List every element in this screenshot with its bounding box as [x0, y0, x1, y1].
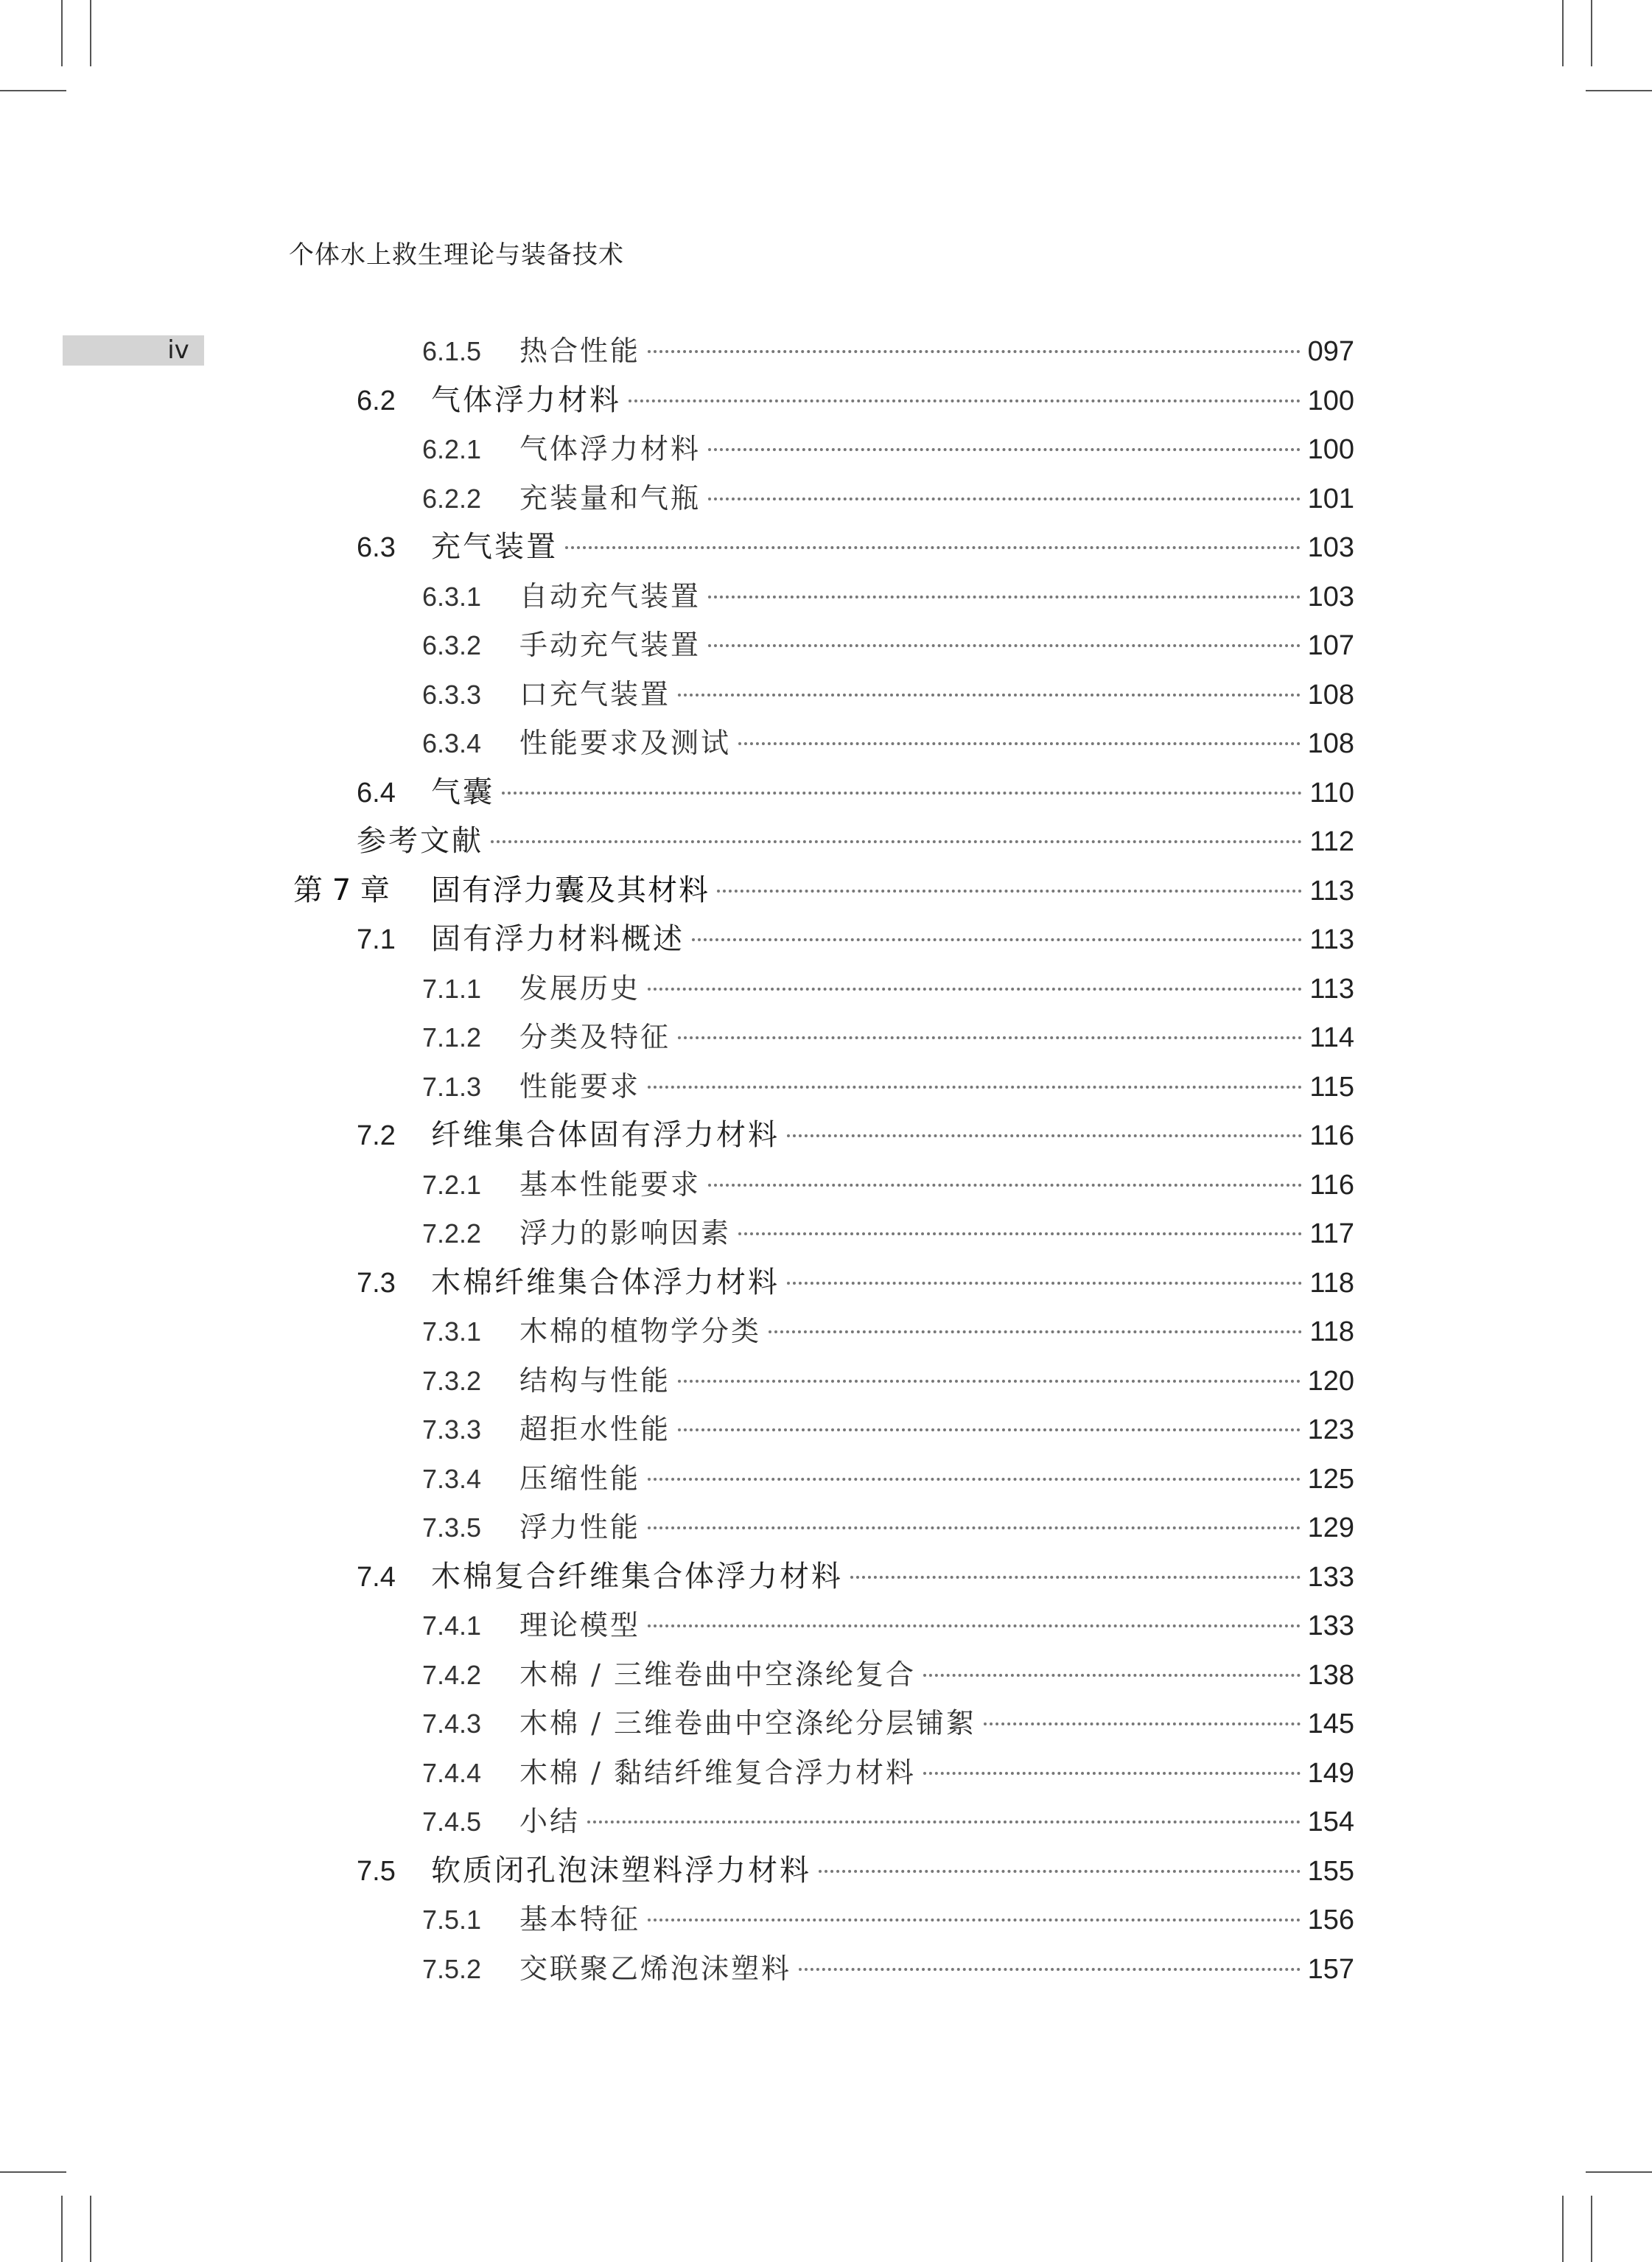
crop-mark — [0, 2171, 66, 2173]
toc-entry-page: 112 — [1309, 826, 1354, 857]
dot-leader — [648, 1086, 1302, 1089]
toc-entry-page: 116 — [1309, 1170, 1354, 1201]
toc-entry-number: 6.3.2 — [422, 630, 482, 660]
toc-entry-number: 6.2 — [357, 385, 396, 416]
toc-entry-title: 气体浮力材料 — [519, 433, 701, 465]
toc-entry[interactable] — [357, 1113, 1354, 1157]
toc-entry-page: 115 — [1309, 1072, 1354, 1103]
toc-entry-title: 木棉纤维集合体浮力材料 — [431, 1266, 780, 1299]
toc-entry-number: 7.4.5 — [422, 1807, 482, 1837]
toc-entry-page: 113 — [1309, 924, 1354, 955]
toc-entry-title: 手动充气装置 — [519, 629, 701, 661]
crop-mark — [90, 0, 91, 66]
toc-entry-page: 118 — [1309, 1268, 1354, 1299]
toc-entry-page: 149 — [1307, 1758, 1354, 1789]
toc-entry-title: 软质闭孔泡沫塑料浮力材料 — [431, 1854, 811, 1888]
toc-entry[interactable] — [357, 770, 1354, 814]
dot-leader — [678, 694, 1301, 697]
toc-entry[interactable] — [422, 1947, 1354, 1991]
dot-leader — [717, 890, 1302, 893]
toc-entry-title: 固有浮力囊及其材料 — [431, 873, 710, 907]
toc-entry-page: 133 — [1307, 1610, 1354, 1641]
dot-leader — [648, 1624, 1301, 1627]
toc-entry-title: 浮力性能 — [519, 1511, 641, 1543]
toc-entry-page: 107 — [1307, 630, 1354, 661]
dot-leader — [799, 1968, 1301, 1971]
toc-entry-number: 6.2.1 — [422, 434, 482, 464]
toc-entry[interactable] — [357, 378, 1354, 422]
toc-entry-title: 木棉的植物学分类 — [519, 1315, 762, 1347]
toc-entry-number: 7.2.1 — [422, 1170, 482, 1200]
toc-entry-title: 压缩性能 — [519, 1462, 641, 1495]
toc-entry-page: 108 — [1307, 728, 1354, 759]
toc-entry-number: 7.5.2 — [422, 1954, 482, 1984]
toc-entry-page: 113 — [1309, 876, 1354, 907]
toc-entry-number: 6.2.2 — [422, 484, 482, 514]
toc-entry-title: 纤维集合体固有浮力材料 — [431, 1118, 780, 1152]
toc-entry[interactable] — [422, 1407, 1354, 1451]
dot-leader — [648, 1919, 1301, 1921]
toc-entry[interactable] — [422, 329, 1354, 373]
toc-entry-title: 性能要求及测试 — [519, 727, 732, 759]
crop-mark — [1586, 2171, 1652, 2173]
toc-entry[interactable] — [422, 1015, 1354, 1059]
toc-entry-page: 113 — [1309, 974, 1354, 1005]
toc-entry-number: 6.1.5 — [422, 336, 482, 366]
toc-entry[interactable] — [422, 427, 1354, 471]
dot-leader — [648, 988, 1302, 991]
toc-entry-page: 154 — [1307, 1807, 1354, 1837]
dot-leader — [629, 399, 1301, 402]
toc-entry[interactable] — [422, 1456, 1354, 1501]
toc-entry[interactable] — [422, 966, 1354, 1010]
toc-entry-page: 125 — [1307, 1464, 1354, 1495]
page-number: iv — [167, 335, 189, 365]
toc-entry-page: 114 — [1309, 1022, 1354, 1053]
toc-entry-title: 固有浮力材料概述 — [431, 922, 685, 956]
crop-mark — [1562, 0, 1564, 66]
toc-entry[interactable] — [357, 819, 1354, 863]
toc-entry-number: 6.3 — [357, 532, 396, 563]
toc-entry-title: 木棉 / 三维卷曲中空涤纶复合 — [519, 1658, 916, 1691]
crop-mark — [90, 2196, 91, 2262]
toc-entry-page: 120 — [1307, 1366, 1354, 1397]
toc-entry-number: 第 7 章 — [293, 873, 390, 907]
dot-leader — [587, 1821, 1301, 1823]
toc-entry-number: 7.5.1 — [422, 1905, 482, 1935]
crop-mark — [0, 90, 66, 91]
crop-mark — [1562, 2196, 1564, 2262]
dot-leader — [787, 1134, 1302, 1137]
toc-entry-title: 木棉 / 三维卷曲中空涤纶分层铺絮 — [519, 1707, 976, 1739]
toc-entry[interactable] — [422, 1603, 1354, 1647]
toc-entry-number: 7.5 — [357, 1856, 396, 1887]
dot-leader — [708, 498, 1301, 500]
dot-leader — [787, 1282, 1302, 1285]
toc-entry-title: 理论模型 — [519, 1609, 641, 1641]
toc-entry[interactable] — [422, 1162, 1354, 1207]
toc-entry-title: 分类及特征 — [519, 1021, 671, 1053]
toc-entry-page: 117 — [1309, 1218, 1354, 1249]
toc-entry-page: 103 — [1307, 532, 1354, 563]
crop-mark — [61, 2196, 63, 2262]
toc-entry-page: 100 — [1307, 385, 1354, 416]
dot-leader — [923, 1772, 1301, 1775]
toc-entry-number: 7.3 — [357, 1268, 396, 1299]
toc-entry-title: 木棉复合纤维集合体浮力材料 — [431, 1560, 843, 1593]
toc-entry[interactable] — [422, 1701, 1354, 1745]
dot-leader — [502, 792, 1302, 795]
toc-entry-page: 133 — [1307, 1562, 1354, 1593]
toc-entry-title: 充气装置 — [431, 530, 558, 564]
toc-entry-number: 6.3.1 — [422, 582, 482, 612]
page-number-tab — [63, 335, 204, 366]
dot-leader — [678, 1428, 1301, 1431]
dot-leader — [738, 742, 1301, 745]
toc-entry-title: 结构与性能 — [519, 1364, 671, 1397]
toc-entry-page: 145 — [1307, 1708, 1354, 1739]
dot-leader — [708, 644, 1301, 647]
dot-leader — [850, 1576, 1301, 1579]
toc-entry-page: 100 — [1307, 434, 1354, 465]
toc-entry-title: 气囊 — [431, 775, 494, 809]
toc-entry-title: 自动充气装置 — [519, 580, 701, 612]
toc-entry[interactable] — [357, 1260, 1354, 1305]
toc-entry-number: 7.1.3 — [422, 1072, 482, 1102]
toc-entry-number: 7.4.4 — [422, 1758, 482, 1788]
toc-entry-page: 157 — [1307, 1954, 1354, 1985]
toc-entry[interactable] — [422, 1897, 1354, 1941]
toc-entry-number: 7.4.2 — [422, 1660, 482, 1690]
dot-leader — [708, 1184, 1302, 1187]
toc-entry-page: 097 — [1307, 336, 1354, 367]
dot-leader — [648, 350, 1301, 353]
dot-leader — [692, 938, 1302, 941]
dot-leader — [769, 1330, 1302, 1333]
toc-entry[interactable] — [422, 1505, 1354, 1549]
toc-entry-number: 7.4 — [357, 1562, 396, 1593]
toc-entry-number: 7.4.1 — [422, 1610, 482, 1641]
toc-entry-title: 木棉 / 黏结纤维复合浮力材料 — [519, 1756, 916, 1789]
toc-entry-page: 156 — [1307, 1905, 1354, 1935]
toc-entry-page: 129 — [1307, 1512, 1354, 1543]
toc-entry[interactable] — [357, 1849, 1354, 1893]
toc-entry-title: 浮力的影响因素 — [519, 1217, 732, 1249]
dot-leader — [819, 1870, 1301, 1873]
crop-mark — [1591, 0, 1592, 66]
dot-leader — [648, 1478, 1301, 1481]
toc-entry-title: 口充气装置 — [519, 678, 671, 711]
toc-entry-title: 参考文献 — [357, 824, 483, 858]
dot-leader — [565, 546, 1301, 549]
crop-mark — [61, 0, 63, 66]
toc-entry-title: 基本性能要求 — [519, 1168, 701, 1201]
toc-entry[interactable] — [293, 868, 1354, 912]
toc-entry[interactable] — [422, 1358, 1354, 1403]
toc-entry-number: 7.3.3 — [422, 1414, 482, 1445]
dot-leader — [738, 1232, 1302, 1235]
toc-entry[interactable] — [422, 476, 1354, 520]
toc-entry-number: 7.1 — [357, 924, 396, 955]
toc-entry-title: 热合性能 — [519, 335, 641, 367]
crop-mark — [1586, 90, 1652, 91]
toc-entry[interactable] — [422, 1652, 1354, 1697]
toc-entry[interactable] — [422, 1309, 1354, 1353]
toc-entry-page: 116 — [1309, 1120, 1354, 1151]
toc-entry-page: 138 — [1307, 1660, 1354, 1691]
toc-entry[interactable] — [357, 525, 1354, 569]
dot-leader — [678, 1036, 1302, 1039]
dot-leader — [648, 1526, 1301, 1529]
toc-entry-title: 超拒水性能 — [519, 1413, 671, 1445]
toc-entry-number: 6.3.4 — [422, 728, 482, 758]
toc-entry-number: 7.1.1 — [422, 974, 482, 1004]
toc-entry-page: 108 — [1307, 680, 1354, 711]
toc-entry-title: 交联聚乙烯泡沫塑料 — [519, 1952, 792, 1985]
toc-entry[interactable] — [422, 1750, 1354, 1795]
toc-entry-title: 基本特征 — [519, 1903, 641, 1935]
toc-entry[interactable] — [422, 1799, 1354, 1843]
dot-leader — [708, 596, 1301, 598]
running-header-title: 个体水上救生理论与装备技术 — [289, 240, 624, 270]
toc-entry-number: 7.1.2 — [422, 1022, 482, 1053]
toc-entry[interactable] — [422, 1211, 1354, 1255]
toc-entry-number: 7.3.4 — [422, 1464, 482, 1494]
toc-entry[interactable] — [357, 917, 1354, 961]
toc-entry-number: 7.2.2 — [422, 1218, 482, 1249]
dot-leader — [984, 1722, 1301, 1725]
toc-entry-page: 103 — [1307, 582, 1354, 612]
dot-leader — [923, 1674, 1301, 1677]
toc-entry[interactable] — [422, 672, 1354, 716]
toc-entry-number: 7.2 — [357, 1120, 396, 1151]
dot-leader — [678, 1380, 1301, 1383]
dot-leader — [708, 448, 1301, 451]
toc-entry-number: 7.3.2 — [422, 1366, 482, 1396]
toc-entry-page: 110 — [1309, 778, 1354, 809]
toc-entry-title: 充装量和气瓶 — [519, 482, 701, 514]
crop-mark — [1591, 2196, 1592, 2262]
toc-entry-number: 7.4.3 — [422, 1708, 482, 1739]
toc-entry[interactable] — [422, 1064, 1354, 1109]
toc-entry-page: 155 — [1307, 1856, 1354, 1887]
toc-entry-page: 101 — [1307, 484, 1354, 514]
toc-entry[interactable] — [422, 574, 1354, 618]
toc-entry-page: 118 — [1309, 1316, 1354, 1347]
toc-entry[interactable] — [357, 1554, 1354, 1599]
dot-leader — [491, 840, 1302, 843]
toc-entry-number: 7.3.1 — [422, 1316, 482, 1347]
toc-entry-title: 性能要求 — [519, 1070, 641, 1103]
toc-entry-title: 气体浮力材料 — [431, 383, 621, 417]
toc-entry-number: 6.4 — [357, 778, 396, 809]
toc-entry-page: 123 — [1307, 1414, 1354, 1445]
toc-entry-title: 小结 — [519, 1805, 581, 1837]
toc-entry-number: 6.3.3 — [422, 680, 482, 710]
toc-entry-title: 发展历史 — [519, 972, 641, 1005]
toc-entry[interactable] — [422, 623, 1354, 667]
toc-entry[interactable] — [422, 721, 1354, 765]
toc-entry-number: 7.3.5 — [422, 1512, 482, 1543]
